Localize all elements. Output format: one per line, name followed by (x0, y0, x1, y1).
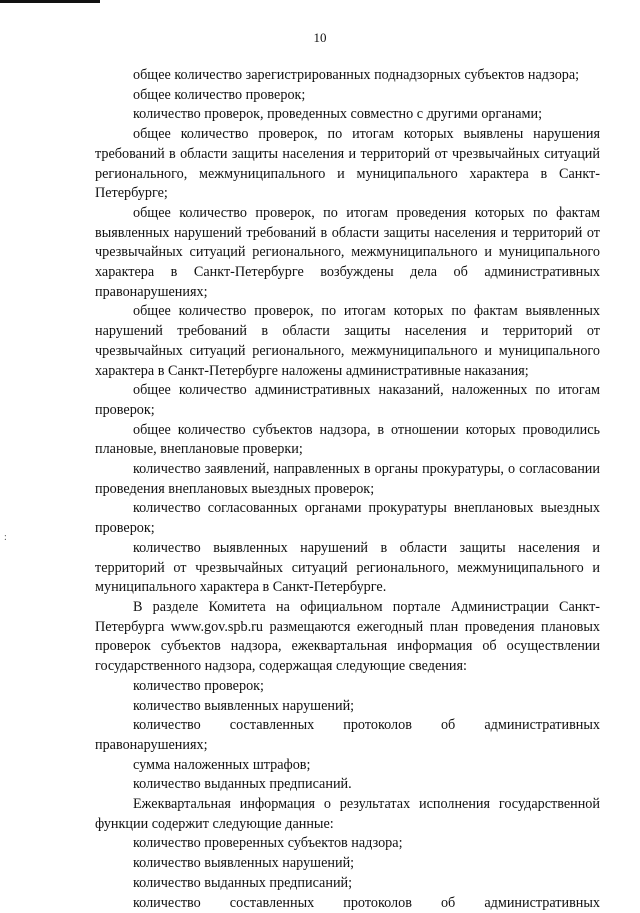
paragraph: количество выданных предписаний. (133, 776, 352, 793)
paragraph: количество проверок; (133, 677, 264, 694)
paragraph: количество проверок, проведенных совместно с другими органами; (133, 106, 543, 123)
paragraph: общее количество административных наказаний, наложенных по итогам проверок; (95, 382, 600, 418)
paragraph: количество согласованных органами прокуратуры внеплановых выездных проверок; (95, 500, 600, 537)
page-number: 10 (313, 30, 327, 45)
paragraph: общее количество проверок, по итогам которых по фактам выявленных нарушений требований в области защиты населения и территорий от чрезвычайных ситуаций регионального, межмуниципального и муниципального характера в Санкт-Петербурге наложены административные наказания; (95, 303, 600, 379)
top-rule (0, 0, 100, 3)
paragraph: количество выявленных нарушений в области защиты населения и территорий от чрезвычайных ситуаций регионального, межмуниципального и муниципального характера в Санкт-Петербурге. (95, 539, 600, 596)
paragraph: количество заявлений, направленных в органы прокуратуры, о согласовании проведения внеплановых выездных проверок; (95, 461, 600, 497)
paragraph: общее количество проверок; (133, 86, 306, 103)
paragraph: общее количество проверок, по итогам проведения которых по фактам выявленных нарушений требований в области защиты населения и территорий от чрезвычайных ситуаций регионального, межмуниципального и муниципального характера в Санкт-Петербурге возбуждены дела об административных правонарушениях; (95, 204, 600, 300)
paragraph: количество составленных протоколов об административных правонарушениях; (95, 717, 600, 753)
paragraph: сумма наложенных штрафов; (133, 756, 311, 773)
paragraph: Ежеквартальная информация о результатах исполнения государственной функции содержит следующие данные: (95, 796, 600, 832)
paragraph: В разделе Комитета на официальном портале Администрации Санкт-Петербурга www.gov.spb.ru размещаются ежегодный план проведения плановых проверок субъектов надзора, ежеквартальная информация об осуществлении государственного надзора, содержащая следующие сведения: (95, 598, 600, 675)
document-body (95, 66, 600, 913)
paragraph: количество выявленных нарушений; (133, 855, 355, 872)
paragraph: количество проверенных субъектов надзора; (133, 835, 403, 852)
paragraph: общее количество субъектов надзора, в отношении которых проводились плановые, внеплановые проверки; (95, 421, 600, 458)
paragraph: общее количество проверок, по итогам которых выявлены нарушения требований в области защиты населения и территорий от чрезвычайных ситуаций регионального, межмуниципального и муниципального характера в Санкт-Петербурге; (95, 126, 600, 202)
paragraph: общее количество зарегистрированных поднадзорных субъектов надзора; (133, 67, 580, 83)
paragraph: количество выданных предписаний; (133, 874, 353, 891)
paragraph: количество выявленных нарушений; (133, 697, 355, 714)
paragraph: количество составленных протоколов об административных (133, 894, 600, 911)
margin-mark: : (4, 532, 7, 543)
